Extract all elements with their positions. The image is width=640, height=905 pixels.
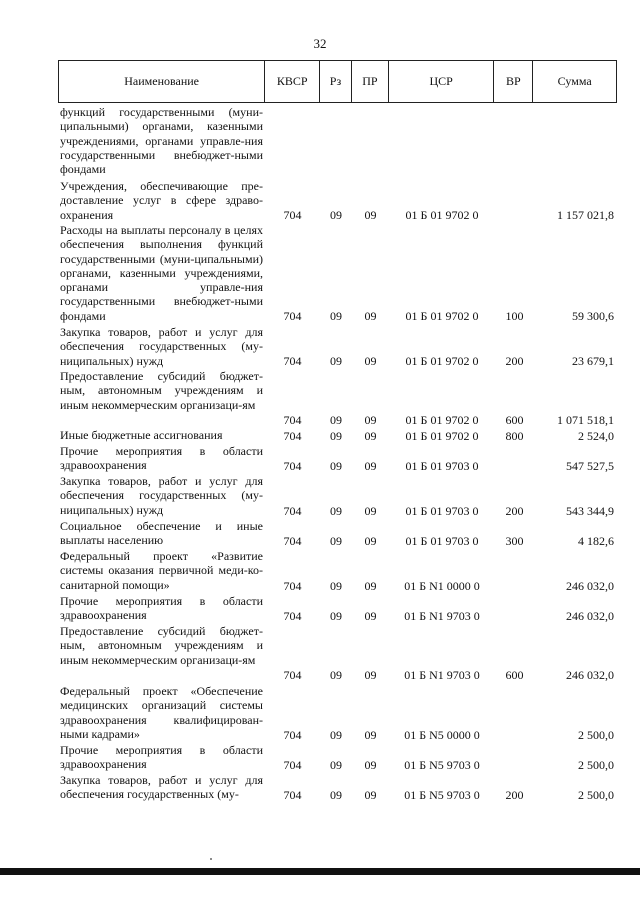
row-csr: 01 Б 01 9703 0 bbox=[405, 533, 479, 548]
header-rz: Рз bbox=[320, 61, 352, 102]
row-pr: 09 bbox=[364, 503, 377, 518]
row-name: Предоставление субсидий бюджет-ным, автономным учреждениям и иным некоммерческим организаци-ям bbox=[60, 369, 263, 412]
row-kvsr: 704 bbox=[283, 787, 302, 802]
row-sum: 2 500,0 bbox=[578, 757, 614, 772]
header-sum: Сумма bbox=[557, 74, 592, 88]
row-rz: 09 bbox=[330, 787, 342, 802]
row-pr: 09 bbox=[364, 533, 377, 548]
table-row bbox=[58, 325, 617, 368]
row-sum: 246 032,0 bbox=[566, 578, 614, 593]
table-header bbox=[58, 60, 617, 103]
table-row bbox=[58, 773, 617, 802]
table-row bbox=[58, 624, 617, 682]
row-sum: 23 679,1 bbox=[572, 353, 614, 368]
row-csr: 01 Б N1 0000 0 bbox=[404, 578, 480, 593]
row-kvsr: 704 bbox=[283, 207, 302, 222]
row-name: Прочие мероприятия в области здравоохранения bbox=[60, 444, 263, 473]
row-csr: 01 Б 01 9702 0 bbox=[405, 308, 479, 323]
row-kvsr: 704 bbox=[283, 533, 302, 548]
table-row bbox=[58, 179, 617, 222]
row-csr: 01 Б 01 9703 0 bbox=[405, 458, 479, 473]
row-name: Расходы на выплаты персоналу в целях обеспечения выполнения функций государственными (муни-ципальными) органами, казенными учреждениями, органами управле-ния государственными внебюджет-ными фондами bbox=[60, 223, 263, 323]
header-pr: ПР bbox=[352, 61, 389, 102]
header-vr: ВР bbox=[494, 61, 533, 102]
row-name: Иные бюджетные ассигнования bbox=[60, 428, 223, 442]
row-csr: 01 Б N5 0000 0 bbox=[404, 727, 480, 742]
row-rz: 09 bbox=[330, 667, 342, 682]
row-kvsr: 704 bbox=[283, 578, 302, 593]
row-kvsr: 704 bbox=[283, 308, 302, 323]
table-row bbox=[58, 369, 617, 427]
row-sum: 246 032,0 bbox=[566, 667, 614, 682]
table-row bbox=[58, 223, 617, 323]
row-rz: 09 bbox=[330, 207, 342, 222]
table-row bbox=[58, 549, 617, 593]
row-name: Прочие мероприятия в области здравоохранения bbox=[60, 594, 263, 623]
table-row bbox=[58, 474, 617, 518]
row-rz: 09 bbox=[330, 608, 342, 623]
row-sum: 59 300,6 bbox=[572, 308, 614, 323]
row-csr: 01 Б N1 9703 0 bbox=[404, 667, 480, 682]
row-pr: 09 bbox=[364, 787, 377, 802]
table-row bbox=[58, 428, 617, 443]
row-name: Закупка товаров, работ и услуг для обеспечения государственных (му-ниципальных) нужд bbox=[60, 325, 263, 368]
row-rz: 09 bbox=[330, 578, 342, 593]
header-csr: ЦСР bbox=[389, 61, 495, 102]
row-pr: 09 bbox=[364, 412, 377, 427]
row-kvsr: 704 bbox=[283, 458, 302, 473]
row-pr: 09 bbox=[364, 757, 377, 772]
row-sum: 246 032,0 bbox=[566, 608, 614, 623]
row-name: Закупка товаров, работ и услуг для обеспечения государственных (му- bbox=[60, 773, 263, 802]
row-vr: 800 bbox=[505, 428, 524, 443]
row-csr: 01 Б N5 9703 0 bbox=[404, 757, 480, 772]
header-name: Наименование bbox=[59, 61, 265, 102]
table-row bbox=[58, 519, 617, 548]
row-csr: 01 Б 01 9702 0 bbox=[405, 428, 479, 443]
row-pr: 09 bbox=[364, 353, 377, 368]
row-vr: 200 bbox=[505, 353, 524, 368]
row-kvsr: 704 bbox=[283, 727, 302, 742]
row-pr: 09 bbox=[364, 428, 377, 443]
row-name: Прочие мероприятия в области здравоохранения bbox=[60, 743, 263, 772]
row-rz: 09 bbox=[330, 533, 342, 548]
row-name: Закупка товаров, работ и услуг для обеспечения государственных (му-ниципальных) нужд bbox=[60, 474, 263, 517]
row-vr: 600 bbox=[505, 412, 524, 427]
row-rz: 09 bbox=[330, 503, 342, 518]
row-kvsr: 704 bbox=[283, 428, 302, 443]
row-kvsr: 704 bbox=[283, 667, 302, 682]
table-row bbox=[58, 684, 617, 742]
row-kvsr: 704 bbox=[283, 608, 302, 623]
row-rz: 09 bbox=[330, 727, 342, 742]
row-name: Федеральный проект «Обеспечение медицинских организаций системы здравоохранения квалифицирован-ными кадрами» bbox=[60, 684, 263, 741]
row-csr: 01 Б 01 9702 0 bbox=[405, 207, 479, 222]
row-sum: 2 524,0 bbox=[578, 428, 614, 443]
row-name: Социальное обеспечение и иные выплаты населению bbox=[60, 519, 263, 548]
row-kvsr: 704 bbox=[283, 757, 302, 772]
row-pr: 09 bbox=[364, 207, 377, 222]
row-sum: 4 182,6 bbox=[578, 533, 614, 548]
row-rz: 09 bbox=[330, 458, 342, 473]
row-rz: 09 bbox=[330, 353, 342, 368]
table-row bbox=[58, 743, 617, 772]
row-name: Федеральный проект «Развитие системы оказания первичной меди-ко-санитарной помощи» bbox=[60, 549, 263, 592]
table-row bbox=[58, 594, 617, 623]
row-pr: 09 bbox=[364, 458, 377, 473]
row-vr: 600 bbox=[505, 667, 524, 682]
row-sum: 1 157 021,8 bbox=[557, 207, 614, 222]
header-kvsr: КВСР bbox=[265, 61, 320, 102]
row-kvsr: 704 bbox=[283, 503, 302, 518]
row-kvsr: 704 bbox=[283, 412, 302, 427]
row-sum: 2 500,0 bbox=[578, 727, 614, 742]
row-pr: 09 bbox=[364, 727, 377, 742]
row-vr: 300 bbox=[505, 533, 524, 548]
row-csr: 01 Б 01 9703 0 bbox=[405, 503, 479, 518]
row-sum: 547 527,5 bbox=[566, 458, 614, 473]
row-csr: 01 Б 01 9702 0 bbox=[405, 412, 479, 427]
row-pr: 09 bbox=[364, 308, 377, 323]
row-rz: 09 bbox=[330, 308, 342, 323]
row-name: Учреждения, обеспечивающие пре-доставление услуг в сфере здраво-охранения bbox=[60, 179, 263, 222]
row-sum: 1 071 518,1 bbox=[557, 412, 614, 427]
row-vr: 200 bbox=[505, 503, 524, 518]
row-kvsr: 704 bbox=[283, 353, 302, 368]
row-rz: 09 bbox=[330, 428, 342, 443]
row-csr: 01 Б N1 9703 0 bbox=[404, 608, 480, 623]
row-csr: 01 Б 01 9702 0 bbox=[405, 353, 479, 368]
row-sum: 2 500,0 bbox=[578, 787, 614, 802]
row-sum: 543 344,9 bbox=[566, 503, 614, 518]
page-number: 32 bbox=[313, 36, 327, 51]
row-pr: 09 bbox=[364, 667, 377, 682]
row-vr: 200 bbox=[505, 787, 524, 802]
table-row bbox=[58, 444, 617, 473]
row-rz: 09 bbox=[330, 757, 342, 772]
row-vr: 100 bbox=[505, 308, 524, 323]
row-pr: 09 bbox=[364, 608, 377, 623]
row-pr: 09 bbox=[364, 578, 377, 593]
table-row bbox=[58, 105, 617, 177]
scan-border-bar bbox=[0, 868, 640, 875]
scan-speck bbox=[210, 858, 212, 860]
row-csr: 01 Б N5 9703 0 bbox=[404, 787, 480, 802]
row-rz: 09 bbox=[330, 412, 342, 427]
row-name: функций государственными (муни-ципальными) органами, казенными учреждениями, органами управле-ния государственными внебюджет-ными фондами bbox=[60, 105, 263, 177]
row-name: Предоставление субсидий бюджет-ным, автономным учреждениям и иным некоммерческим организаци-ям bbox=[60, 624, 263, 667]
